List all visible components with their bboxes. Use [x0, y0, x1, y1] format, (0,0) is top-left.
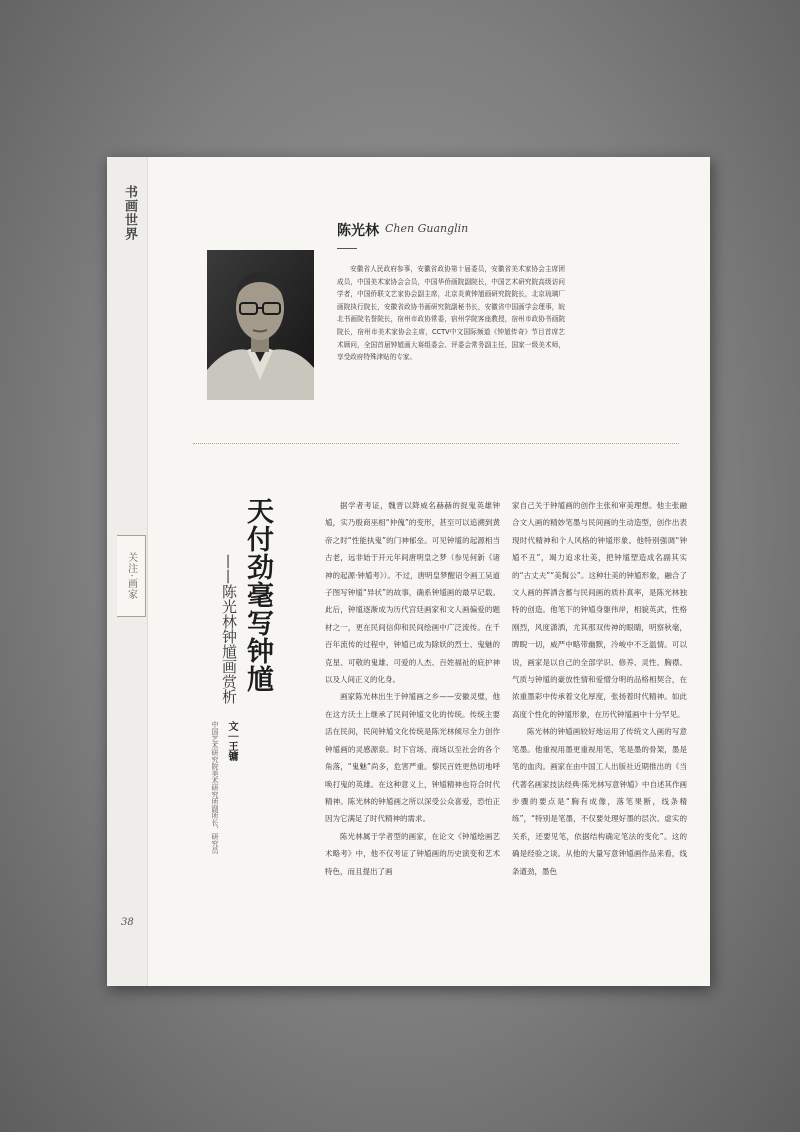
section-tab: [117, 535, 146, 617]
bio-underline: [337, 248, 357, 249]
author-affiliation: 中国艺术研究院美术研究所副所长、研究员: [211, 721, 219, 854]
bio-name-en: Chen Guanglin: [385, 222, 469, 235]
author-portrait-photo: [207, 250, 314, 400]
dotted-divider: [193, 443, 679, 444]
paragraph: 画家陈光林出生于钟馗画之乡——安徽灵璧，他在这方沃土上继承了民间钟馗文化的传统。传统主要活在民间，民间钟馗文化传统是陈光林倾尽全力创作钟馗画的灵感源泉。时下官场、商场以至社会的各个角落，“鬼魅”尚多，危害严重。黎民百姓更热切地呼唤打鬼的英雄。在这种意义上，钟馗精神也符合时代精神。陈光林的钟馗画之所以深受公众喜爱，恐怕正因为它满足了时代精神的需求。: [325, 692, 500, 824]
magazine-logo: 书画世界: [122, 185, 137, 241]
page-number: 38: [121, 917, 134, 928]
paragraph: 据学者考证，魏晋以降威名赫赫的捉鬼英雄钟馗，实乃殷商巫相“仲傀”的变形，甚至可以追溯到黄帝之时“性能执鬼”的门神郁垒。可见钟馗的起源相当古老，远非始于开元年间唐明皇之梦（参见何新《诸神的起源·钟馗考》）。不过，唐明皇梦醒诏令画工吴道子图写钟馗“异状”的故事，确系钟馗画的最早记载。此后，钟馗逐渐成为历代宫廷画家和文人画偏爱的题材之一，更在民间信仰和民间绘画中广泛流传。在千百年流传的过程中，钟馗已成为除妖的烈士、鬼魅的克星、可敬的鬼雄、可爱的人杰、百姓福祉的庇护神以及人间正义的化身。: [325, 501, 500, 685]
article-title: 天付劲毫写钟馗: [242, 497, 273, 693]
article-column-1: [325, 497, 500, 880]
magazine-page: [107, 157, 710, 986]
bio-name-cn: 陈光林: [337, 223, 379, 239]
article-author: 文｜王镛: [226, 721, 237, 761]
page-margin: [107, 157, 148, 986]
bio-text: 安徽省人民政府参事，安徽省政协第十届委员，安徽省美术家协会主席团成员，中国美术家协会会员，中国华侨画院副院长，中国艺术研究院高级访问学者，中国侨联文艺家协会副主席，北京炎黄钟馗画研究院院长，北京琉璃厂画院执行院长，安徽省政协书画研究院副秘书长，安徽省中国画学会理事，皖北书画院名誉院长，宿州市政协常委，宿州学院客座教授，宿州市政协书画院院长，宿州市美术家协会主席，CCTV中文国际频道《钟馗传奇》节目首席艺术顾问，全国首届钟馗画大赛组委会、评委会常务副主任，国家一级美术师，享受政府特殊津贴的专家。: [337, 265, 565, 362]
section-tab-label: 关注·画家: [125, 551, 137, 601]
paragraph: 陈光林属于学者型的画家，在论文《钟馗绘画艺术略考》中，他不仅考证了钟馗画的历史演变和艺术特色，而且提出了画: [325, 831, 500, 876]
paragraph: 陈光林的钟馗画较好地运用了传统文人画的写意笔墨。他重视用墨更重视用笔，笔是墨的骨架，墨是笔的血肉。画家在由中国工人出版社近期推出的《当代著名画家技法经典·陈光林写意钟馗》中自述其作画步骤的要点是“胸有成像，落笔果断，线条精练”，“特别是笔墨，不仅要处理好墨的层次、虚实的关系，还要见笔，依据结构确定笔法的变化”。这的确是经验之谈。从他的大量写意钟馗画作品来看，线条遒劲，墨色: [512, 727, 687, 876]
paragraph: 家自己关于钟馗画的创作主张和审美理想。他主张融合文人画的精妙笔墨与民间画的生动造型，创作出表现时代精神和个人风格的钟馗形象。他特别强调“钟馗不丑”，竭力追求壮美，把钟馗塑造成名副其实的“古丈夫”“美髯公”。这种壮美的钟馗形象，融合了文人画的挥洒含蓄与民间画的质朴真率，是陈光林独特的创造。他笔下的钟馗身躯伟岸，相貌英武，性格刚烈，风度潇洒，尤其那双传神的眼睛，明察秋毫，睥睨一切，威严中略带幽默，冷峻中不乏温情。可以说，画家是以自己的全部学识、修养、灵性、胸襟、气质与钟馗的豪放性情和爱憎分明的品格相契合，在浓重墨彩中传承着文化厚度，张扬着时代精神。如此高度个性化的钟馗形象，在历代钟馗画中十分罕见。: [512, 501, 687, 719]
article-column-2: [512, 497, 687, 880]
article-subtitle: ——陈光林钟馗画赏析: [220, 554, 238, 704]
